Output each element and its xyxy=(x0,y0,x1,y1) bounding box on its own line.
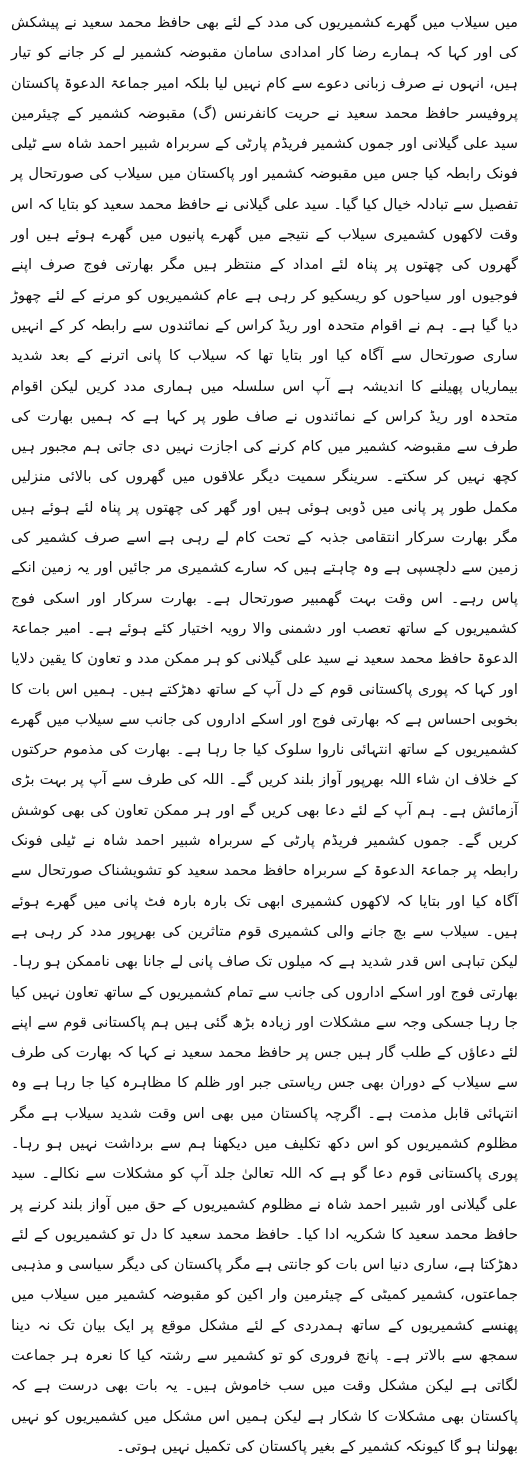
article-body: میں سیلاب میں گھرے کشمیریوں کی مدد کے لئے بھی حافظ محمد سعید نے پیشکش کی اور کہا کہ ہمارے رضا کار امدادی سامان مقبوضہ کشمیر لے کر جانے کو تیار ہیں، انہوں نے صرف زبانی دعوے سے کام نہیں لیا بلکہ امیر جماعۃ الدعوۃ پاکستان پروفیسر حافظ محمد سعید نے حریت کانفرنس (گ) مقبوضہ کشمیر کے چیئرمین سید علی گیلانی اور جموں کشمیر فریڈم پارٹی کے سربراہ شبیر احمد شاہ سے ٹیلی فونک رابطہ کیا جس میں مقبوضہ کشمیر اور پاکستان میں سیلاب کی صورتحال پر تفصیل سے تبادلہ خیال کیا گیا۔ سید علی گیلانی نے حافظ محمد سعید کو بتایا کہ اس وقت لاکھوں کشمیری سیلاب کے نتیجے میں گھرے پانیوں میں گھرے ہوئے ہیں اور گھروں کی چھتوں پر پناہ لئے امداد کے منتظر ہیں مگر بھارتی فوج صرف اپنے فوجیوں اور سیاحوں کو ریسکیو کر رہی ہے عام کشمیریوں کو مرنے کے لئے چھوڑ دیا گیا ہے۔ ہم نے اقوام متحدہ اور ریڈ کراس کے نمائندوں سے رابطہ کر کے انہیں ساری صورتحال سے آگاہ کیا اور بتایا تھا کہ سیلاب کا پانی اترنے کے بعد شدید بیماریاں پھیلنے کا اندیشہ ہے آپ اس سلسلہ میں ہماری مدد کریں لیکن اقوام متحدہ اور ریڈ کراس کے نمائندوں نے صاف طور پر کہا ہے کہ ہمیں بھارت کی طرف سے مقبوضہ کشمیر میں کام کرنے کی اجازت نہیں دی جاتی ہم مجبور ہیں کچھ نہیں کر سکتے۔ سرینگر سمیت دیگر علاقوں میں گھروں کی بالائی منزلیں مکمل طور پر پانی میں ڈوبی ہوئی ہیں اور گھر کی چھتوں پر پناہ لئے ہوئے ہیں مگر بھارت سرکار انتقامی جذبہ کے تحت کام لے رہی ہے اسے صرف کشمیر کی زمین سے دلچسپی ہے وہ چاہتے ہیں کہ سارے کشمیری مر جائیں اور یہ زمین انکے پاس رہے۔ اس وقت بہت گھمبیر صورتحال ہے۔ بھارت سرکار اور اسکی فوج کشمیریوں کے ساتھ تعصب اور دشمنی والا رویہ اختیار کئے ہوئے ہے۔ امیر جماعۃ الدعوۃ حافظ محمد سعید نے سید علی گیلانی کو ہر ممکن مدد و تعاون کا یقین دلایا اور کہا کہ پوری پاکستانی قوم کے دل آپ کے ساتھ دھڑکتے ہیں۔ ہمیں اس بات کا بخوبی احساس ہے کہ بھارتی فوج اور اسکے اداروں کی جانب سے سیلاب میں گھرے کشمیریوں کے ساتھ انتہائی ناروا سلوک کیا جا رہا ہے۔ بھارت کی مذموم حرکتوں کے خلاف ان شاء اللہ بھرپور آواز بلند کریں گے۔ اللہ کی طرف سے آپ پر بہت بڑی آزمائش ہے۔ ہم آپ کے لئے دعا بھی کریں گے اور ہر ممکن تعاون کی بھی کوشش کریں گے۔ جموں کشمیر فریڈم پارٹی کے سربراہ شبیر احمد شاہ نے ٹیلی فونک رابطہ پر جماعۃ الدعوۃ کے سربراہ حافظ محمد سعید کو تشویشناک صورتحال سے آگاہ کیا اور بتایا کہ لاکھوں کشمیری ابھی تک بارہ بارہ فٹ پانی میں گھرے ہوئے ہیں۔ سیلاب سے بچ جانے والی کشمیری قوم متاثرین کی بھرپور مدد کر رہی ہے لیکن تباہی اس قدر شدید ہے کہ میلوں تک صاف پانی لے جانا بھی ناممکن ہو رہا۔ بھارتی فوج اور اسکے اداروں کی جانب سے تمام کشمیریوں کے ساتھ تعاون نہیں کیا جا رہا جسکی وجہ سے مشکلات اور زیادہ بڑھ گئی ہیں ہم پاکستانی قوم سے اپنے لئے دعاؤں کے طلب گار ہیں جس پر حافظ محمد سعید نے کہا کہ بھارت کی طرف سے سیلاب کے دوران بھی جس ریاستی جبر اور ظلم کا مظاہرہ کیا جا رہا ہے وہ انتہائی قابل مذمت ہے۔ اگرچہ پاکستان میں بھی اس وقت شدید سیلاب ہے مگر مظلوم کشمیریوں کو اس دکھ تکلیف میں دیکھنا ہم سے برداشت نہیں ہو رہا۔ پوری پاکستانی قوم دعا گو ہے کہ اللہ تعالیٰ جلد آپ کو مشکلات سے نکالے۔ سید علی گیلانی اور شبیر احمد شاہ نے مظلوم کشمیریوں کے حق میں آواز بلند کرنے پر حافظ محمد سعید کا شکریہ ادا کیا۔ حافظ محمد سعید کا دل تو کشمیریوں کے لئے دھڑکتا ہے، ساری دنیا اس بات کو جانتی ہے مگر پاکستان کی دیگر سیاسی و مذہبی جماعتوں، کشمیر کمیٹی کے چیئرمین وار اکین کو مقبوضہ کشمیر میں سیلاب میں پھنسے کشمیریوں کے ساتھ ہمدردی کے لئے مشکل موقع پر ایک بیان تک نہ دینا سمجھ سے بالاتر ہے۔ پانچ فروری کو تو کشمیر سے رشتہ کیا کا نعرہ ہر جماعت لگاتی ہے لیکن مشکل وقت میں سب خاموش ہیں۔ یہ بات بھی درست ہے کہ پاکستان بھی مشکلات کا شکار ہے لیکن ہمیں اس مشکل میں کشمیریوں کو نہیں بھولنا ہو گا کیونکہ کشمیر کے بغیر پاکستان کی تکمیل نہیں ہوتی۔ xyxy=(11,14,518,1455)
